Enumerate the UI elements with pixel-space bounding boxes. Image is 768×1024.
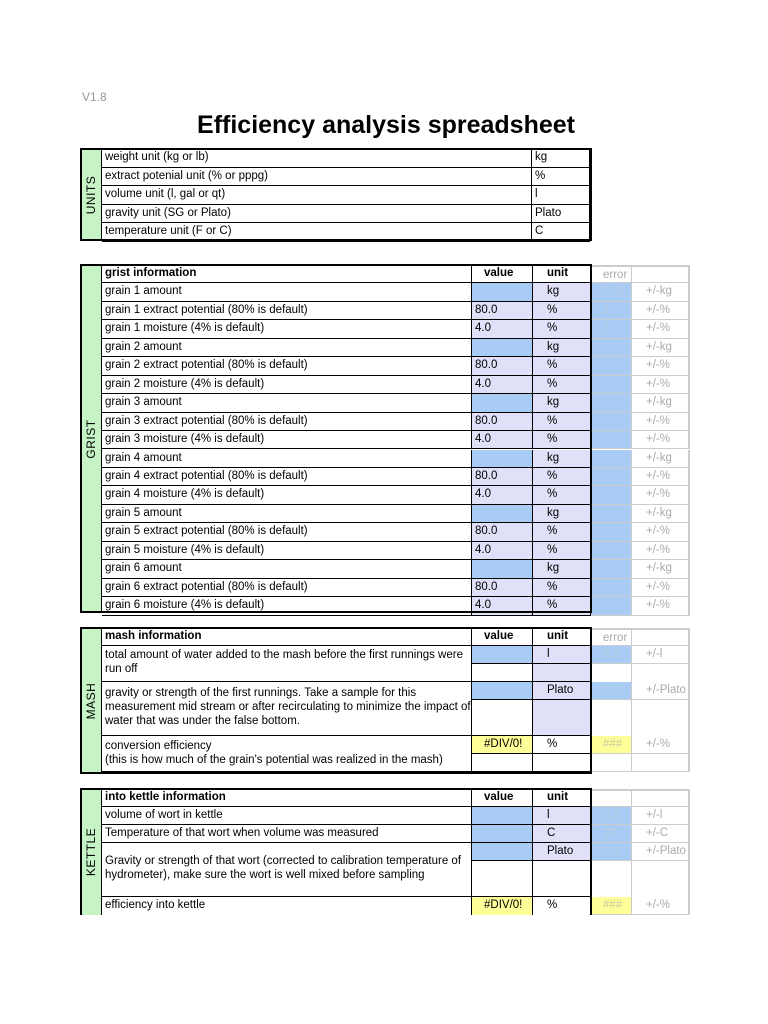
kettle-side-label: KETTLE [80,788,102,915]
grist-value-input[interactable]: 80.0 [472,579,533,597]
grist-row [102,486,690,504]
mash-conversion-unit: % [533,736,591,754]
grist-row [102,302,690,320]
grist-row-label: grain 2 extract potential (80% is default) [102,357,472,375]
units-row-value[interactable]: l [532,186,590,205]
grist-error-input[interactable] [591,376,632,394]
kettle-efficiency-error: ### [591,897,632,915]
grist-value-input[interactable]: 80.0 [472,468,533,486]
grist-row [102,357,690,375]
grist-error-input[interactable] [591,542,632,560]
grist-tolerance: +/-% [632,431,690,449]
grist-row [102,505,690,523]
mash-header-label: mash information [102,628,472,646]
mash-gravity-label: gravity or strength of the first runnings. Take a sample for this measurement mid stream or after recirculating to minimize the impact of water that was under the false bottom. [102,682,472,736]
grist-value-input[interactable] [472,339,533,357]
grist-row-label: grain 4 moisture (4% is default) [102,486,472,504]
grist-row-label: grain 4 extract potential (80% is default) [102,468,472,486]
grist-header-unit: unit [533,265,591,283]
kettle-gravity-tol-blank [632,861,690,897]
mash-conversion-tol-blank [632,754,690,772]
grist-value-input[interactable] [472,283,533,301]
kettle-temp-error[interactable]: 10 [591,825,632,843]
grist-tolerance: +/-kg [632,450,690,468]
units-side-label: UNITS [80,148,102,241]
grist-error-input[interactable]: 0.01 [591,283,632,301]
kettle-efficiency-unit: % [533,897,591,915]
grist-value-input[interactable] [472,505,533,523]
mash-conversion-error-blank [591,754,632,772]
grist-tolerance: +/-% [632,486,690,504]
grist-value-input[interactable] [472,394,533,412]
grist-unit: kg [533,505,591,523]
grist-header-row [102,265,690,283]
grist-value-input[interactable] [472,450,533,468]
mash-conversion-label: conversion efficiency (this is how much of the grain's potential was realized in the mash) [102,736,472,772]
mash-gravity-unit-blank [533,700,591,736]
kettle-gravity-error-blank [591,861,632,897]
grist-error-input[interactable] [591,523,632,541]
grist-unit: % [533,597,591,615]
units-row-label: temperature unit (F or C) [102,223,532,242]
grist-header-value: value [472,265,533,283]
grist-error-input[interactable] [591,431,632,449]
kettle-temp-label: Temperature of that wort when volume was measured [102,825,472,843]
grist-unit: % [533,523,591,541]
grist-unit: % [533,431,591,449]
mash-conversion-tol: +/-% [632,736,690,754]
grist-header-error: error [591,265,632,283]
grist-tolerance: +/-kg [632,560,690,578]
grist-row-label: grain 1 amount [102,283,472,301]
grist-row-label: grain 5 extract potential (80% is default) [102,523,472,541]
mash-gravity-error[interactable]: 0.2 [591,682,632,700]
units-row-value[interactable]: C [532,223,590,242]
grist-row-label: grain 2 moisture (4% is default) [102,376,472,394]
kettle-section [80,788,690,915]
kettle-efficiency-label: efficiency into kettle [102,897,472,915]
grist-row [102,431,690,449]
mash-conversion-value: #DIV/0! [472,736,533,754]
grist-error-input[interactable] [591,468,632,486]
grist-row-label: grain 1 moisture (4% is default) [102,320,472,338]
mash-header-unit: unit [533,628,591,646]
mash-water-error[interactable]: 0.2 [591,646,632,664]
mash-water-unit-blank [533,664,591,682]
mash-water-label: total amount of water added to the mash before the first runnings were run off [102,646,472,682]
grist-unit: % [533,376,591,394]
mash-water-error-blank [591,664,632,682]
grist-tolerance: +/-% [632,357,690,375]
mash-gravity-unit: Plato [533,682,591,700]
grist-row [102,376,690,394]
kettle-efficiency-row [102,897,690,915]
grist-row [102,560,690,578]
grist-row [102,523,690,541]
grist-side-label: GRIST [80,264,102,613]
grist-row-label: grain 3 extract potential (80% is default) [102,413,472,431]
grist-tolerance: +/-% [632,468,690,486]
units-row [102,205,592,224]
grist-value-input[interactable]: 4.0 [472,376,533,394]
grist-value-input[interactable]: 80.0 [472,302,533,320]
kettle-gravity-tol: +/-Plato [632,843,690,861]
grist-unit: kg [533,339,591,357]
mash-gravity-error-blank [591,700,632,736]
mash-gravity-tol: +/-Plato [632,682,690,700]
grist-row-label: grain 6 amount [102,560,472,578]
page-title: Efficiency analysis spreadsheet [197,111,575,139]
grist-row-label: grain 2 amount [102,339,472,357]
grist-unit: kg [533,394,591,412]
kettle-header-row [102,789,690,807]
grist-value-input[interactable]: 4.0 [472,542,533,560]
grist-row [102,339,690,357]
kettle-temp-row [102,825,690,843]
mash-gravity-blank [472,700,533,736]
units-row-value[interactable]: Plato [532,205,590,224]
grist-tolerance: +/-% [632,413,690,431]
grist-row-label: grain 4 amount [102,450,472,468]
mash-water-blank [472,664,533,682]
units-row-label: extract potenial unit (% or pppg) [102,168,532,187]
grist-tolerance: +/-kg [632,394,690,412]
kettle-header-unit: unit [533,789,591,807]
grist-error-input[interactable] [591,597,632,615]
units-row-label: gravity unit (SG or Plato) [102,205,532,224]
grist-unit: % [533,320,591,338]
grist-row-label: grain 5 amount [102,505,472,523]
mash-water-input[interactable] [472,646,533,664]
grist-unit: % [533,579,591,597]
mash-water-tol: +/-l [632,646,690,664]
grist-row [102,579,690,597]
mash-section [80,627,690,774]
kettle-temp-input[interactable] [472,825,533,843]
units-row-value[interactable]: kg [532,149,590,168]
grist-value-input[interactable]: 4.0 [472,486,533,504]
mash-water-row [102,646,690,682]
grist-tolerance: +/-% [632,542,690,560]
kettle-volume-input[interactable] [472,807,533,825]
kettle-volume-error[interactable]: 0.2 [591,807,632,825]
grist-tolerance: +/-% [632,376,690,394]
units-row-label: weight unit (kg or lb) [102,149,532,168]
kettle-volume-tol: +/-l [632,807,690,825]
kettle-volume-label: volume of wort in kettle [102,807,472,825]
grist-tolerance: +/-% [632,302,690,320]
mash-header-value: value [472,628,533,646]
grist-row-label: grain 1 extract potential (80% is default) [102,302,472,320]
grist-tolerance: +/-kg [632,339,690,357]
kettle-gravity-unit: Plato [533,843,591,861]
grist-error-input[interactable]: 1 [591,302,632,320]
grist-value-input[interactable]: 4.0 [472,597,533,615]
mash-gravity-row [102,682,690,736]
kettle-temp-tol: +/-C [632,825,690,843]
mash-conversion-error: ### [591,736,632,754]
kettle-volume-row [102,807,690,825]
units-row [102,168,592,187]
grist-tolerance: +/-% [632,597,690,615]
version-label: V1.8 [82,90,107,104]
grist-unit: kg [533,450,591,468]
grist-row-label: grain 6 extract potential (80% is default) [102,579,472,597]
kettle-header-error [591,789,632,807]
grist-tolerance: +/-kg [632,283,690,301]
kettle-temp-unit: C [533,825,591,843]
kettle-gravity-input[interactable] [472,843,533,861]
grist-section [80,264,690,613]
units-section [80,148,592,241]
grist-error-input[interactable] [591,394,632,412]
grist-error-input[interactable] [591,450,632,468]
grist-unit: % [533,357,591,375]
units-row [102,149,592,168]
grist-value-input[interactable]: 80.0 [472,357,533,375]
grist-error-input[interactable] [591,486,632,504]
units-row [102,223,592,242]
kettle-efficiency-value: #DIV/0! [472,897,533,915]
grist-row [102,394,690,412]
grist-row [102,542,690,560]
grist-header-label: grist information [102,265,472,283]
units-row-value[interactable]: % [532,168,590,187]
kettle-gravity-label: Gravity or strength of that wort (corrected to calibration temperature of hydrometer), make sure the wort is well mixed before sampling [102,843,472,897]
grist-error-input[interactable]: 1 [591,320,632,338]
grist-row [102,283,690,301]
grist-row [102,320,690,338]
mash-conversion-unit-blank [533,754,591,772]
units-row [102,186,592,205]
kettle-gravity-unit-blank [533,861,591,897]
grist-row [102,597,690,615]
mash-water-tol-blank [632,664,690,682]
mash-conversion-row [102,736,690,772]
kettle-gravity-blank [472,861,533,897]
kettle-header-tol [632,789,690,807]
mash-header-error: error [591,628,632,646]
grist-unit: % [533,413,591,431]
kettle-efficiency-tol: +/-% [632,897,690,915]
grist-row-label: grain 3 amount [102,394,472,412]
grist-unit: % [533,486,591,504]
mash-side-label: MASH [80,627,102,774]
mash-header-row [102,628,690,646]
grist-row-label: grain 5 moisture (4% is default) [102,542,472,560]
grist-error-input[interactable] [591,413,632,431]
grist-error-input[interactable] [591,339,632,357]
units-row-label: volume unit (l, gal or qt) [102,186,532,205]
grist-error-input[interactable] [591,560,632,578]
grist-tolerance: +/-% [632,579,690,597]
mash-header-tol [632,628,690,646]
mash-gravity-tol-blank [632,700,690,736]
grist-row-label: grain 6 moisture (4% is default) [102,597,472,615]
kettle-header-label: into kettle information [102,789,472,807]
grist-row-label: grain 3 moisture (4% is default) [102,431,472,449]
grist-unit: % [533,542,591,560]
grist-value-input[interactable] [472,560,533,578]
grist-row [102,450,690,468]
grist-error-input[interactable] [591,357,632,375]
grist-tolerance: +/-kg [632,505,690,523]
grist-value-input[interactable]: 80.0 [472,523,533,541]
grist-header-tol [632,265,690,283]
mash-water-unit: l [533,646,591,664]
kettle-gravity-row [102,843,690,897]
grist-unit: kg [533,283,591,301]
kettle-volume-unit: l [533,807,591,825]
grist-value-input[interactable]: 4.0 [472,320,533,338]
grist-unit: % [533,302,591,320]
grist-value-input[interactable]: 4.0 [472,431,533,449]
grist-unit: kg [533,560,591,578]
grist-error-input[interactable] [591,505,632,523]
grist-error-input[interactable] [591,579,632,597]
grist-tolerance: +/-% [632,320,690,338]
mash-gravity-input[interactable] [472,682,533,700]
kettle-gravity-error[interactable]: 0.2 [591,843,632,861]
grist-unit: % [533,468,591,486]
grist-row [102,413,690,431]
grist-row [102,468,690,486]
mash-conversion-blank [472,754,533,772]
kettle-header-value: value [472,789,533,807]
grist-value-input[interactable]: 80.0 [472,413,533,431]
grist-tolerance: +/-% [632,523,690,541]
